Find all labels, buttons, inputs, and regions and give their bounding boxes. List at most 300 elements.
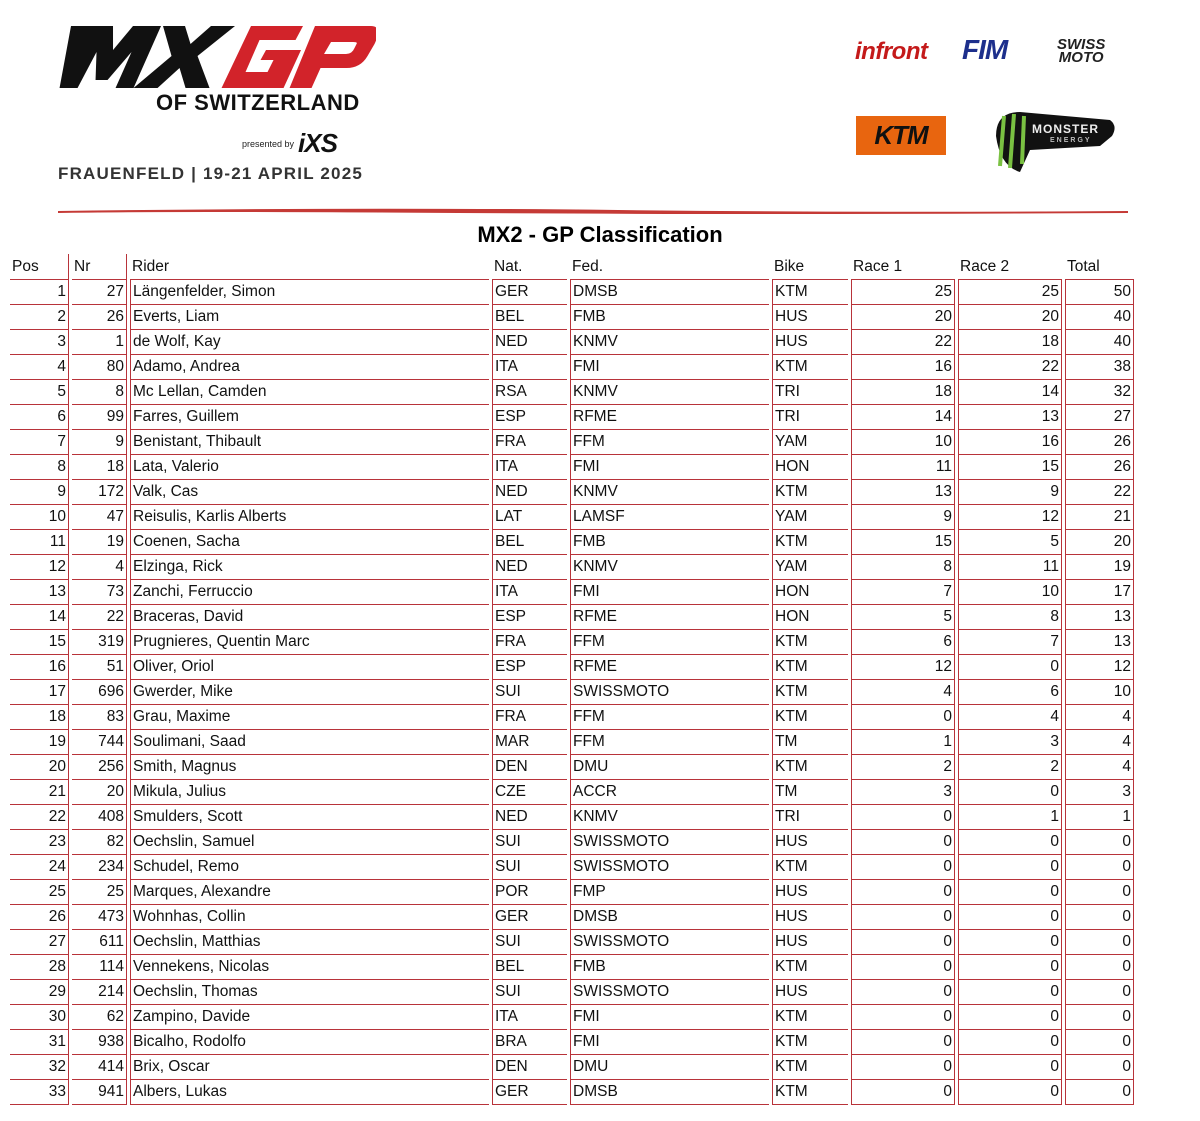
cell-nat: MAR bbox=[492, 730, 567, 755]
cell-fed: FMB bbox=[570, 955, 769, 980]
table-row bbox=[10, 580, 1134, 605]
cell-pos: 27 bbox=[10, 930, 69, 955]
cell-pos: 5 bbox=[10, 380, 69, 405]
cell-pos: 17 bbox=[10, 680, 69, 705]
cell-nat: BEL bbox=[492, 955, 567, 980]
cell-race1: 0 bbox=[851, 805, 955, 830]
cell-total: 0 bbox=[1065, 930, 1134, 955]
cell-fed: FFM bbox=[570, 730, 769, 755]
cell-fed: SWISSMOTO bbox=[570, 980, 769, 1005]
table-row bbox=[10, 280, 1134, 305]
cell-pos: 26 bbox=[10, 905, 69, 930]
presented-by-label: presented by bbox=[242, 138, 295, 149]
cell-pos: 10 bbox=[10, 505, 69, 530]
cell-nat: NED bbox=[492, 330, 567, 355]
cell-bike: HUS bbox=[772, 905, 848, 930]
cell-race2: 2 bbox=[958, 755, 1062, 780]
cell-nr: 473 bbox=[72, 905, 127, 930]
cell-race1: 1 bbox=[851, 730, 955, 755]
cell-total: 0 bbox=[1065, 980, 1134, 1005]
cell-fed: FMI bbox=[570, 455, 769, 480]
table-row bbox=[10, 355, 1134, 380]
cell-pos: 31 bbox=[10, 1030, 69, 1055]
cell-race1: 5 bbox=[851, 605, 955, 630]
cell-rider: Everts, Liam bbox=[130, 305, 489, 330]
cell-nat: BRA bbox=[492, 1030, 567, 1055]
cell-rider: Brix, Oscar bbox=[130, 1055, 489, 1080]
cell-race2: 25 bbox=[958, 280, 1062, 305]
cell-bike: TM bbox=[772, 730, 848, 755]
cell-bike: HUS bbox=[772, 330, 848, 355]
cell-total: 40 bbox=[1065, 305, 1134, 330]
cell-race1: 0 bbox=[851, 880, 955, 905]
cell-race1: 0 bbox=[851, 905, 955, 930]
cell-total: 13 bbox=[1065, 630, 1134, 655]
cell-race1: 0 bbox=[851, 1080, 955, 1105]
cell-pos: 8 bbox=[10, 455, 69, 480]
cell-total: 4 bbox=[1065, 730, 1134, 755]
cell-pos: 11 bbox=[10, 530, 69, 555]
cell-nr: 83 bbox=[72, 705, 127, 730]
cell-total: 38 bbox=[1065, 355, 1134, 380]
cell-race2: 4 bbox=[958, 705, 1062, 730]
cell-fed: KNMV bbox=[570, 480, 769, 505]
cell-race1: 0 bbox=[851, 705, 955, 730]
presented-by-block bbox=[242, 128, 337, 159]
cell-nat: ITA bbox=[492, 355, 567, 380]
cell-rider: Lata, Valerio bbox=[130, 455, 489, 480]
table-row bbox=[10, 1055, 1134, 1080]
cell-nat: ITA bbox=[492, 580, 567, 605]
cell-rider: Bicalho, Rodolfo bbox=[130, 1030, 489, 1055]
cell-total: 0 bbox=[1065, 1005, 1134, 1030]
table-row bbox=[10, 905, 1134, 930]
cell-bike: KTM bbox=[772, 655, 848, 680]
cell-bike: KTM bbox=[772, 280, 848, 305]
cell-rider: Coenen, Sacha bbox=[130, 530, 489, 555]
table-row bbox=[10, 1005, 1134, 1030]
cell-pos: 22 bbox=[10, 805, 69, 830]
cell-bike: HON bbox=[772, 455, 848, 480]
cell-nat: FRA bbox=[492, 630, 567, 655]
cell-nr: 611 bbox=[72, 930, 127, 955]
cell-race2: 0 bbox=[958, 1005, 1062, 1030]
classification-table-body bbox=[10, 280, 1134, 1105]
cell-nat: FRA bbox=[492, 430, 567, 455]
cell-bike: HUS bbox=[772, 880, 848, 905]
cell-rider: Albers, Lukas bbox=[130, 1080, 489, 1105]
cell-race2: 0 bbox=[958, 655, 1062, 680]
cell-race2: 1 bbox=[958, 805, 1062, 830]
cell-race2: 0 bbox=[958, 930, 1062, 955]
cell-total: 0 bbox=[1065, 955, 1134, 980]
cell-race2: 0 bbox=[958, 955, 1062, 980]
table-row bbox=[10, 380, 1134, 405]
cell-total: 0 bbox=[1065, 1080, 1134, 1105]
cell-total: 0 bbox=[1065, 905, 1134, 930]
event-date: FRAUENFELD | 19-21 APRIL 2025 bbox=[58, 164, 364, 183]
cell-race1: 14 bbox=[851, 405, 955, 430]
table-row bbox=[10, 980, 1134, 1005]
cell-race1: 9 bbox=[851, 505, 955, 530]
cell-race1: 11 bbox=[851, 455, 955, 480]
cell-total: 0 bbox=[1065, 855, 1134, 880]
cell-fed: LAMSF bbox=[570, 505, 769, 530]
cell-nat: SUI bbox=[492, 680, 567, 705]
cell-rider: Farres, Guillem bbox=[130, 405, 489, 430]
cell-total: 0 bbox=[1065, 880, 1134, 905]
cell-nat: GER bbox=[492, 280, 567, 305]
cell-rider: Oechslin, Matthias bbox=[130, 930, 489, 955]
cell-bike: HUS bbox=[772, 930, 848, 955]
cell-rider: Schudel, Remo bbox=[130, 855, 489, 880]
cell-race1: 0 bbox=[851, 955, 955, 980]
cell-bike: TRI bbox=[772, 805, 848, 830]
ktm-logo: KTM bbox=[856, 116, 946, 155]
infront-logo: infront bbox=[855, 38, 928, 65]
cell-nat: ESP bbox=[492, 405, 567, 430]
cell-race2: 13 bbox=[958, 405, 1062, 430]
page-header bbox=[0, 0, 1200, 222]
cell-nat: SUI bbox=[492, 930, 567, 955]
cell-fed: DMSB bbox=[570, 280, 769, 305]
cell-fed: FFM bbox=[570, 705, 769, 730]
cell-total: 0 bbox=[1065, 1055, 1134, 1080]
cell-race2: 15 bbox=[958, 455, 1062, 480]
cell-race2: 0 bbox=[958, 905, 1062, 930]
column-header-rider: Rider bbox=[130, 254, 489, 280]
cell-total: 4 bbox=[1065, 755, 1134, 780]
cell-race2: 0 bbox=[958, 1055, 1062, 1080]
table-row bbox=[10, 955, 1134, 980]
cell-race2: 0 bbox=[958, 1030, 1062, 1055]
header-divider bbox=[58, 207, 1128, 215]
cell-fed: FMI bbox=[570, 1030, 769, 1055]
table-row bbox=[10, 805, 1134, 830]
monster-energy-logo bbox=[990, 106, 1120, 172]
cell-nat: NED bbox=[492, 805, 567, 830]
cell-fed: KNMV bbox=[570, 330, 769, 355]
table-row bbox=[10, 755, 1134, 780]
cell-fed: DMSB bbox=[570, 1080, 769, 1105]
cell-pos: 14 bbox=[10, 605, 69, 630]
column-header-nat: Nat. bbox=[492, 254, 567, 280]
cell-race2: 0 bbox=[958, 830, 1062, 855]
cell-bike: KTM bbox=[772, 855, 848, 880]
cell-nr: 696 bbox=[72, 680, 127, 705]
cell-pos: 33 bbox=[10, 1080, 69, 1105]
cell-nr: 47 bbox=[72, 505, 127, 530]
cell-rider: Wohnhas, Collin bbox=[130, 905, 489, 930]
cell-fed: FFM bbox=[570, 630, 769, 655]
cell-fed: FFM bbox=[570, 430, 769, 455]
cell-race1: 12 bbox=[851, 655, 955, 680]
cell-total: 40 bbox=[1065, 330, 1134, 355]
cell-race1: 13 bbox=[851, 480, 955, 505]
cell-rider: Zanchi, Ferruccio bbox=[130, 580, 489, 605]
cell-nat: SUI bbox=[492, 830, 567, 855]
cell-bike: HUS bbox=[772, 305, 848, 330]
cell-total: 22 bbox=[1065, 480, 1134, 505]
cell-nat: POR bbox=[492, 880, 567, 905]
table-row bbox=[10, 330, 1134, 355]
column-header-bike: Bike bbox=[772, 254, 848, 280]
cell-nat: ITA bbox=[492, 455, 567, 480]
cell-fed: RFME bbox=[570, 405, 769, 430]
table-row bbox=[10, 455, 1134, 480]
table-row bbox=[10, 480, 1134, 505]
cell-race1: 7 bbox=[851, 580, 955, 605]
cell-nat: GER bbox=[492, 905, 567, 930]
cell-pos: 24 bbox=[10, 855, 69, 880]
cell-nr: 114 bbox=[72, 955, 127, 980]
cell-total: 10 bbox=[1065, 680, 1134, 705]
classification-table bbox=[7, 254, 1137, 1105]
cell-nat: FRA bbox=[492, 705, 567, 730]
cell-nat: SUI bbox=[492, 855, 567, 880]
cell-bike: KTM bbox=[772, 755, 848, 780]
cell-rider: Soulimani, Saad bbox=[130, 730, 489, 755]
cell-race1: 16 bbox=[851, 355, 955, 380]
cell-nr: 941 bbox=[72, 1080, 127, 1105]
cell-nat: BEL bbox=[492, 530, 567, 555]
cell-fed: KNMV bbox=[570, 555, 769, 580]
cell-race2: 14 bbox=[958, 380, 1062, 405]
cell-rider: Oliver, Oriol bbox=[130, 655, 489, 680]
cell-race2: 3 bbox=[958, 730, 1062, 755]
cell-total: 3 bbox=[1065, 780, 1134, 805]
swissmoto-logo bbox=[1057, 38, 1105, 64]
cell-nr: 214 bbox=[72, 980, 127, 1005]
cell-bike: KTM bbox=[772, 1005, 848, 1030]
cell-nr: 8 bbox=[72, 380, 127, 405]
cell-total: 20 bbox=[1065, 530, 1134, 555]
cell-rider: Oechslin, Samuel bbox=[130, 830, 489, 855]
cell-nr: 22 bbox=[72, 605, 127, 630]
cell-bike: HON bbox=[772, 605, 848, 630]
cell-race1: 20 bbox=[851, 305, 955, 330]
cell-race2: 9 bbox=[958, 480, 1062, 505]
cell-nr: 408 bbox=[72, 805, 127, 830]
cell-nat: SUI bbox=[492, 980, 567, 1005]
cell-nat: BEL bbox=[492, 305, 567, 330]
cell-race1: 0 bbox=[851, 1055, 955, 1080]
fim-logo: FIM bbox=[962, 34, 1008, 65]
cell-race1: 22 bbox=[851, 330, 955, 355]
cell-total: 17 bbox=[1065, 580, 1134, 605]
cell-nr: 319 bbox=[72, 630, 127, 655]
cell-nat: CZE bbox=[492, 780, 567, 805]
cell-nr: 20 bbox=[72, 780, 127, 805]
cell-race1: 3 bbox=[851, 780, 955, 805]
cell-bike: TM bbox=[772, 780, 848, 805]
cell-rider: Smulders, Scott bbox=[130, 805, 489, 830]
table-row bbox=[10, 305, 1134, 330]
cell-total: 32 bbox=[1065, 380, 1134, 405]
cell-fed: SWISSMOTO bbox=[570, 855, 769, 880]
cell-race2: 8 bbox=[958, 605, 1062, 630]
cell-rider: Braceras, David bbox=[130, 605, 489, 630]
cell-nat: ESP bbox=[492, 605, 567, 630]
table-row bbox=[10, 630, 1134, 655]
table-row bbox=[10, 930, 1134, 955]
table-row bbox=[10, 705, 1134, 730]
table-row bbox=[10, 530, 1134, 555]
cell-fed: DMSB bbox=[570, 905, 769, 930]
cell-bike: HUS bbox=[772, 830, 848, 855]
cell-rider: Vennekens, Nicolas bbox=[130, 955, 489, 980]
cell-nr: 1 bbox=[72, 330, 127, 355]
table-row bbox=[10, 1080, 1134, 1105]
cell-race2: 22 bbox=[958, 355, 1062, 380]
cell-nat: LAT bbox=[492, 505, 567, 530]
cell-total: 50 bbox=[1065, 280, 1134, 305]
cell-total: 26 bbox=[1065, 430, 1134, 455]
cell-bike: TRI bbox=[772, 380, 848, 405]
cell-rider: Marques, Alexandre bbox=[130, 880, 489, 905]
table-row bbox=[10, 605, 1134, 630]
cell-total: 19 bbox=[1065, 555, 1134, 580]
cell-nr: 234 bbox=[72, 855, 127, 880]
cell-nr: 18 bbox=[72, 455, 127, 480]
cell-pos: 16 bbox=[10, 655, 69, 680]
cell-total: 27 bbox=[1065, 405, 1134, 430]
cell-pos: 28 bbox=[10, 955, 69, 980]
cell-fed: FMB bbox=[570, 530, 769, 555]
cell-pos: 21 bbox=[10, 780, 69, 805]
cell-pos: 13 bbox=[10, 580, 69, 605]
cell-pos: 23 bbox=[10, 830, 69, 855]
cell-race2: 5 bbox=[958, 530, 1062, 555]
cell-nat: NED bbox=[492, 480, 567, 505]
table-row bbox=[10, 780, 1134, 805]
cell-nat: DEN bbox=[492, 755, 567, 780]
cell-bike: KTM bbox=[772, 355, 848, 380]
cell-race1: 0 bbox=[851, 1030, 955, 1055]
cell-race2: 18 bbox=[958, 330, 1062, 355]
cell-race1: 18 bbox=[851, 380, 955, 405]
cell-fed: SWISSMOTO bbox=[570, 680, 769, 705]
table-row bbox=[10, 405, 1134, 430]
column-header-race1: Race 1 bbox=[851, 254, 955, 280]
cell-pos: 19 bbox=[10, 730, 69, 755]
cell-fed: RFME bbox=[570, 605, 769, 630]
cell-race2: 11 bbox=[958, 555, 1062, 580]
cell-fed: SWISSMOTO bbox=[570, 830, 769, 855]
cell-nat: ESP bbox=[492, 655, 567, 680]
cell-rider: Elzinga, Rick bbox=[130, 555, 489, 580]
cell-fed: FMB bbox=[570, 305, 769, 330]
ixs-logo: iXS bbox=[298, 128, 337, 158]
cell-race2: 0 bbox=[958, 855, 1062, 880]
cell-fed: SWISSMOTO bbox=[570, 930, 769, 955]
cell-nr: 62 bbox=[72, 1005, 127, 1030]
document-title: MX2 - GP Classification bbox=[477, 222, 723, 247]
column-header-fed: Fed. bbox=[570, 254, 769, 280]
event-logo bbox=[56, 14, 376, 189]
cell-nat: DEN bbox=[492, 1055, 567, 1080]
cell-rider: Längenfelder, Simon bbox=[130, 280, 489, 305]
cell-race1: 4 bbox=[851, 680, 955, 705]
cell-nr: 25 bbox=[72, 880, 127, 905]
cell-nr: 414 bbox=[72, 1055, 127, 1080]
cell-rider: Benistant, Thibault bbox=[130, 430, 489, 455]
cell-pos: 6 bbox=[10, 405, 69, 430]
cell-pos: 15 bbox=[10, 630, 69, 655]
cell-bike: YAM bbox=[772, 505, 848, 530]
table-row bbox=[10, 1030, 1134, 1055]
cell-fed: FMI bbox=[570, 580, 769, 605]
cell-race2: 16 bbox=[958, 430, 1062, 455]
cell-race2: 0 bbox=[958, 980, 1062, 1005]
cell-rider: Grau, Maxime bbox=[130, 705, 489, 730]
cell-pos: 20 bbox=[10, 755, 69, 780]
cell-pos: 29 bbox=[10, 980, 69, 1005]
cell-bike: YAM bbox=[772, 430, 848, 455]
cell-total: 21 bbox=[1065, 505, 1134, 530]
cell-nr: 80 bbox=[72, 355, 127, 380]
cell-bike: HUS bbox=[772, 980, 848, 1005]
cell-total: 0 bbox=[1065, 1030, 1134, 1055]
cell-pos: 7 bbox=[10, 430, 69, 455]
cell-nr: 27 bbox=[72, 280, 127, 305]
cell-nr: 73 bbox=[72, 580, 127, 605]
cell-fed: RFME bbox=[570, 655, 769, 680]
cell-nat: RSA bbox=[492, 380, 567, 405]
cell-race1: 0 bbox=[851, 855, 955, 880]
cell-rider: Oechslin, Thomas bbox=[130, 980, 489, 1005]
cell-rider: Valk, Cas bbox=[130, 480, 489, 505]
cell-race2: 20 bbox=[958, 305, 1062, 330]
table-row bbox=[10, 655, 1134, 680]
table-header-row bbox=[10, 254, 1134, 280]
cell-bike: KTM bbox=[772, 480, 848, 505]
cell-total: 12 bbox=[1065, 655, 1134, 680]
cell-nr: 26 bbox=[72, 305, 127, 330]
cell-bike: KTM bbox=[772, 1055, 848, 1080]
cell-nr: 51 bbox=[72, 655, 127, 680]
cell-bike: YAM bbox=[772, 555, 848, 580]
cell-race2: 10 bbox=[958, 580, 1062, 605]
table-row bbox=[10, 680, 1134, 705]
cell-bike: TRI bbox=[772, 405, 848, 430]
swissmoto-logo-top: SWISS bbox=[1057, 36, 1106, 53]
table-row bbox=[10, 555, 1134, 580]
cell-total: 1 bbox=[1065, 805, 1134, 830]
cell-bike: KTM bbox=[772, 680, 848, 705]
cell-pos: 32 bbox=[10, 1055, 69, 1080]
cell-nr: 744 bbox=[72, 730, 127, 755]
cell-pos: 9 bbox=[10, 480, 69, 505]
cell-nr: 4 bbox=[72, 555, 127, 580]
cell-total: 26 bbox=[1065, 455, 1134, 480]
cell-bike: HON bbox=[772, 580, 848, 605]
cell-total: 4 bbox=[1065, 705, 1134, 730]
cell-fed: KNMV bbox=[570, 380, 769, 405]
cell-race1: 0 bbox=[851, 930, 955, 955]
cell-pos: 4 bbox=[10, 355, 69, 380]
cell-nat: NED bbox=[492, 555, 567, 580]
cell-pos: 1 bbox=[10, 280, 69, 305]
mxgp-logo bbox=[56, 14, 376, 94]
swissmoto-logo-bottom: MOTO bbox=[1058, 49, 1104, 66]
cell-nr: 938 bbox=[72, 1030, 127, 1055]
cell-rider: Reisulis, Karlis Alberts bbox=[130, 505, 489, 530]
cell-race1: 0 bbox=[851, 1005, 955, 1030]
cell-fed: FMI bbox=[570, 1005, 769, 1030]
table-row bbox=[10, 855, 1134, 880]
cell-race1: 15 bbox=[851, 530, 955, 555]
